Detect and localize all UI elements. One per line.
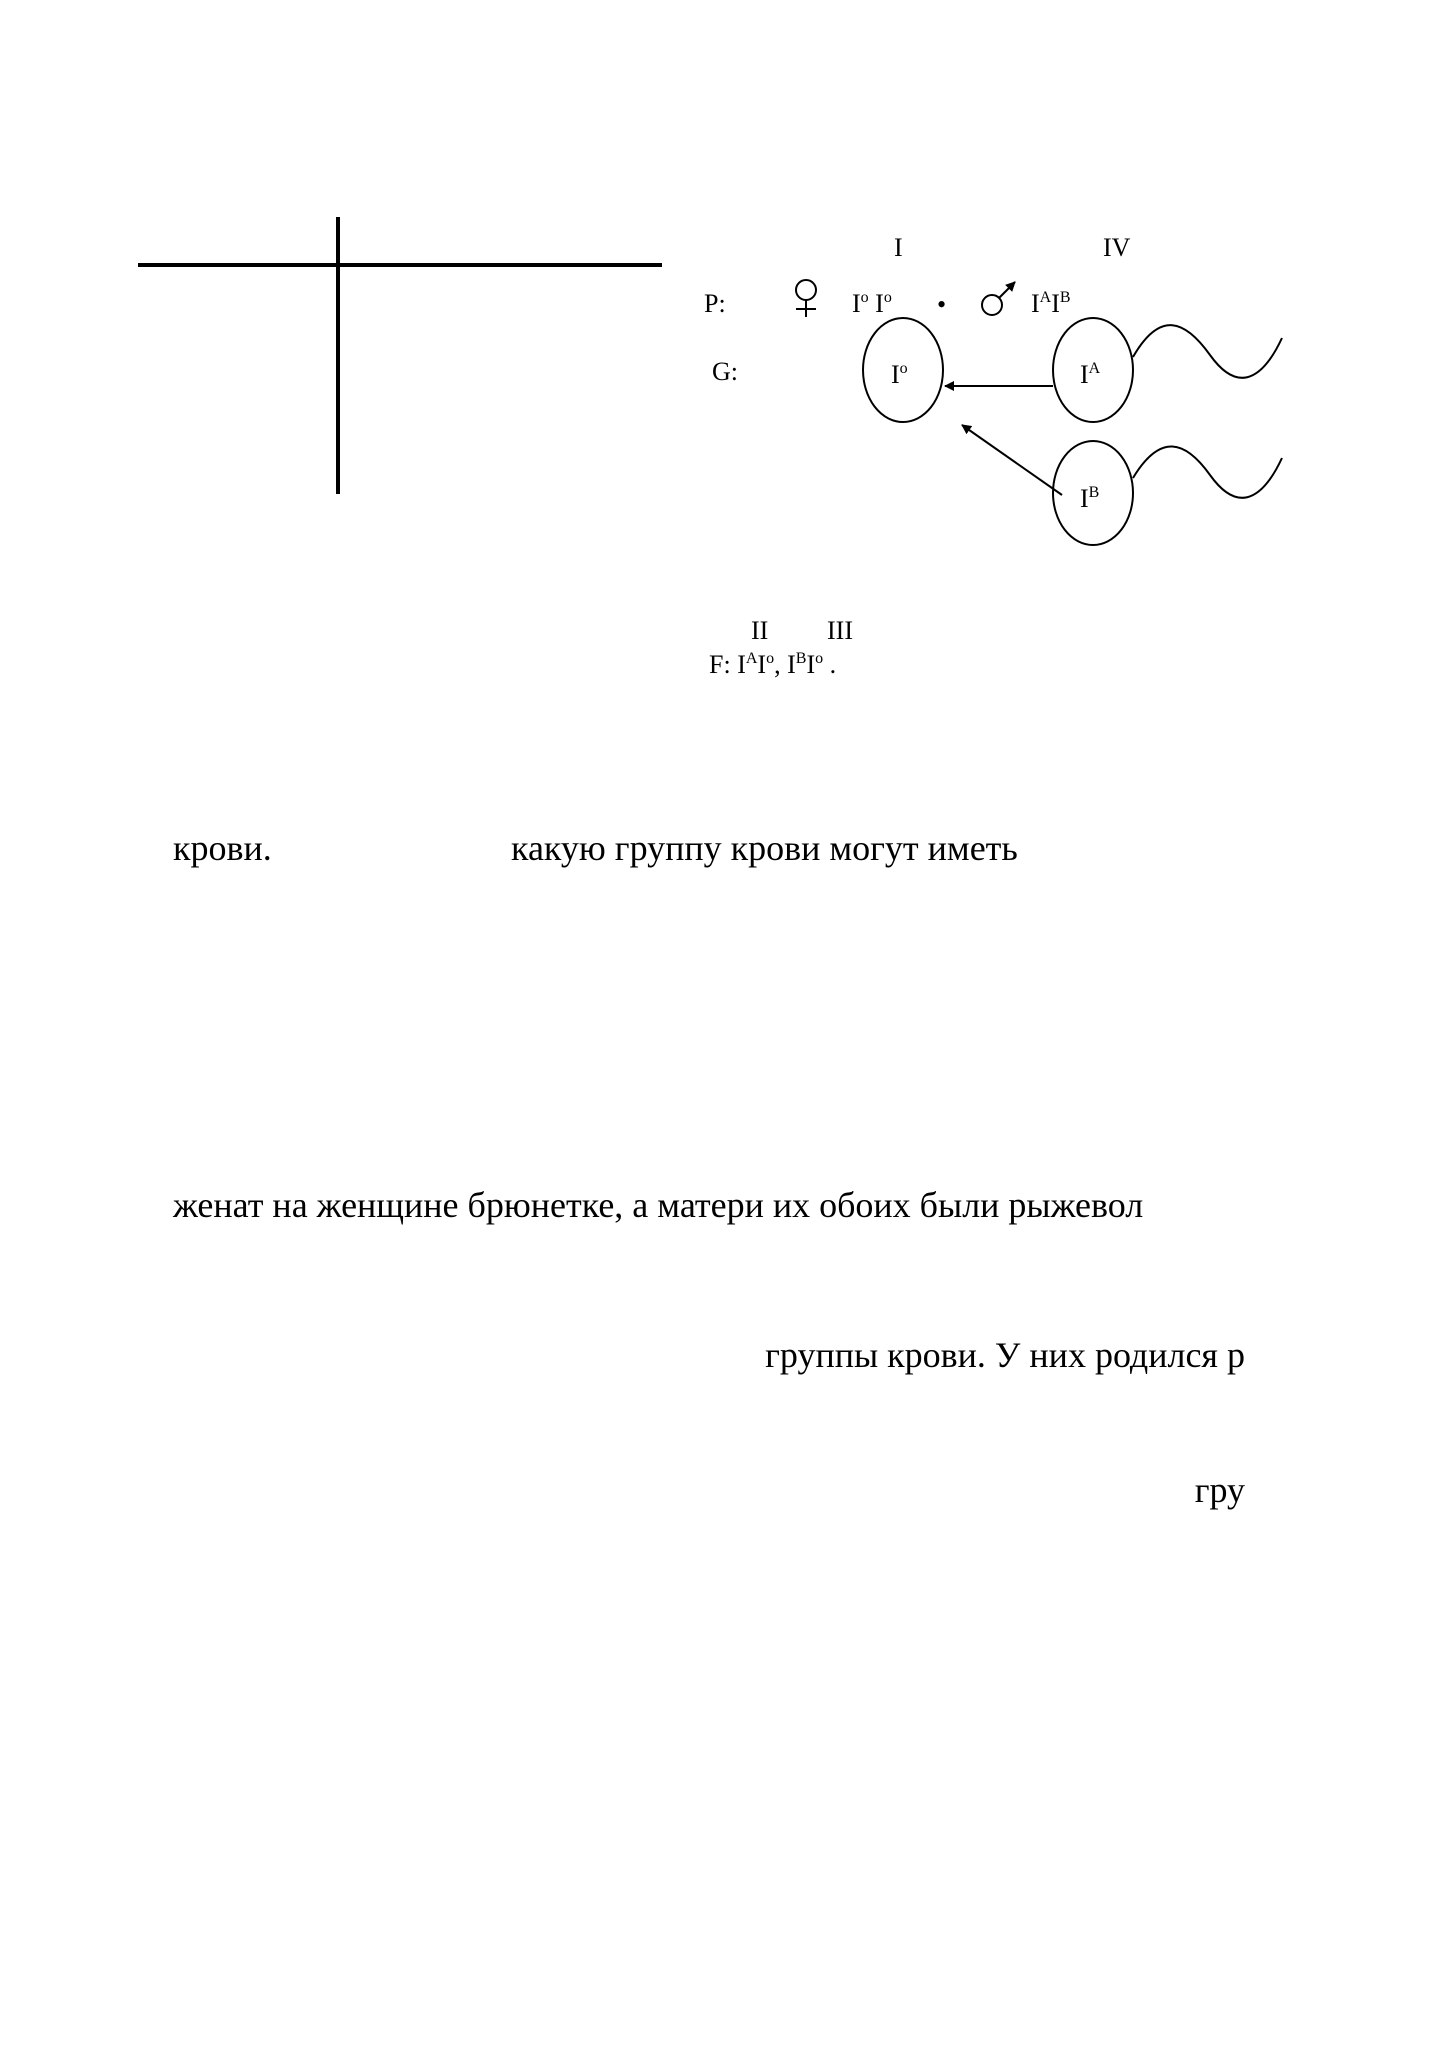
text-line-4: гру xyxy=(1194,1470,1245,1510)
male-group-label: IV xyxy=(1103,233,1131,262)
arrow-b-to-egg xyxy=(962,425,1062,495)
table-vertical-line xyxy=(336,217,340,494)
cross-dot: • xyxy=(937,290,947,319)
male-genotype: $I^AI^B$ xyxy=(1031,289,1071,318)
text-line-2: женат на женщине брюнетке, а матери их обоих были рыжевол xyxy=(173,1185,1144,1225)
female-symbol-icon xyxy=(796,280,816,317)
sperm-a-allele: $I^A$ xyxy=(1080,360,1101,389)
egg-allele: $I^o$ xyxy=(891,360,908,389)
parents-label: P: xyxy=(704,289,726,318)
female-group-label: I xyxy=(894,233,903,262)
genetic-cross-diagram xyxy=(690,225,1330,695)
child1-group-label: II xyxy=(751,616,769,645)
sperm-b-tail xyxy=(1133,446,1282,497)
female-genotype: $I^o$ $I^o$ xyxy=(852,289,892,318)
text-line-1-right: какую группу крови могут иметь xyxy=(511,828,1018,868)
text-line-3: группы крови. У них родился р xyxy=(765,1335,1245,1375)
gametes-label: G: xyxy=(712,357,738,386)
text-line-1-left: крови. xyxy=(173,828,272,868)
offspring-row: F: $I^AI^o$, $I^BI^o$ . xyxy=(709,650,837,679)
sperm-b-allele: $I^B$ xyxy=(1080,484,1100,513)
male-symbol-icon xyxy=(982,282,1015,315)
sperm-a-tail xyxy=(1133,325,1282,378)
table-horizontal-line xyxy=(138,263,662,267)
child2-group-label: III xyxy=(827,616,853,645)
